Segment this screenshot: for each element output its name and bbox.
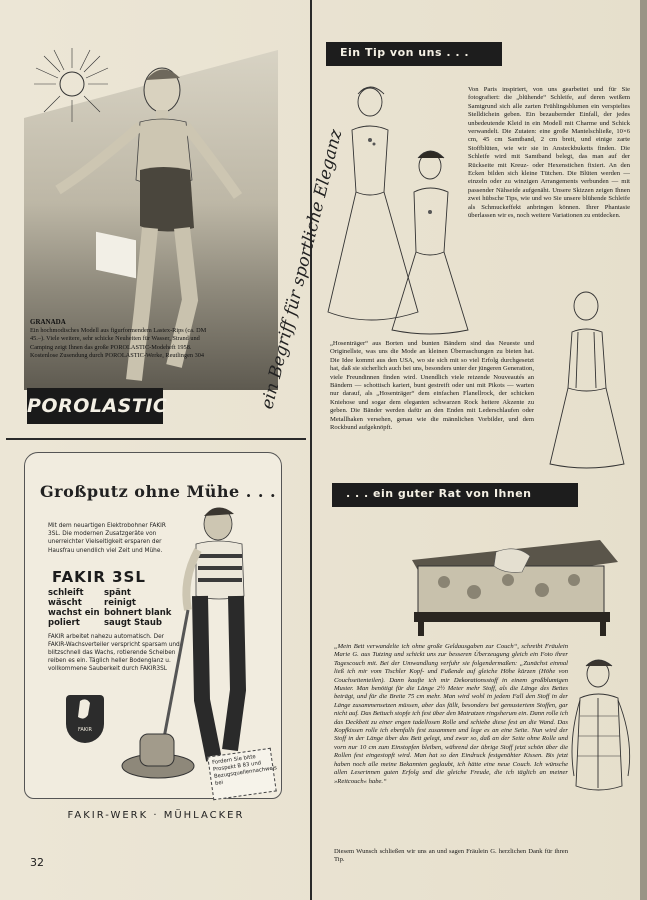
feature-item: saugt Staub [104,618,163,628]
rat-closing: Diesem Wunsch schließen wir uns an und sagen Fräulein G. herzlichen Dank für ihren Tip. [334,848,568,864]
genie-icon [66,695,104,725]
cardigan-sketch [564,656,640,810]
tip-paragraph-1: Von Paris inspiriert, von uns gearbeitet und für Sie fotografiert: die „blühende“ Schleife, auf deren weißem Samtgrund sich alle zarten Frühlingsblumen ein verspieltes Stelldichein geben. Ein bezaubernder Einfall, der jedes unbedeutende Kleid in ein Modell mit Charme und Schick verwandelt. Die Zutaten: eine große Mantelschließe, 10×6 cm, 45 cm Samtband, 2 cm breit, und einige zarte Stoffblüten, wie wir sie in Ansteckbuketts finden. Die Schleife wird mit Samtband belegt, das man auf der Rückseite mit Kreuz- oder Hexenstichen fixiert. An den Ecken bilden sich kleine Tütchen. Die Blüten werden — einzeln oder zu winzigen Arrangements verbunden — mit passender Nähseide aufgenäht. Unsere Skizzen zeigen Ihnen zwei hübsche Tips, wie und wo Sie unsere blühende Schleife als Schmuckeffekt anbringen können. Ihrer Phantasie überlassen wir es, noch weitere Variationen zu entdecken. [468,86,630,220]
porolastic-description: Ein hochmodisches Modell aus figurformendem Lastex-Rips (ca. DM 45.–). Viele weitere, sehr schicke Neuheiten für Wasser, Strand und Camping zeigt Ihnen das große POROLASTIC-Modeheft 1958. Kostenlose Zusendung durch POROLASTIC-Werke, Reutlingen 304 [30,326,207,360]
page-edge [640,0,647,900]
ad-divider [6,438,306,440]
suspender-skirt-sketch [536,288,636,470]
feature-item: poliert [48,618,80,628]
porolastic-logo[interactable]: POROLASTIC [27,388,163,424]
rat-heading: . . . ein guter Rat von Ihnen [332,483,578,507]
feature-item: wäscht [48,598,82,608]
feature-item: schleift [48,588,84,598]
feature-item: wachst ein [48,608,100,618]
rat-paragraph: „Mein Bett verwandelte ich ohne große Geldausgaben zur Couch“, schreibt Fräulein Marie G. aus Tutzing und schickt uns zur besseren Überzeugung gleich ein Foto ihrer Tagescouch mit. Bei der Umwandlung verfuhr sie folgendermaßen: „Zunächst einmal ließ ich mir vom Tischler Kopf- und Fußende auf gleiche Höhe kürzen (Höhe von Couchseitenteilen). Dann kaufte ich mir Dekorationsstoff in einem großblumigen Muster. Man benötigt für die Länge 2½ Meter mehr Stoff, als die Länge des Bettes beträgt, und für die Breite 75 cm mehr. Man wird wohl in jedem Fall den Stoff in der Länge zusammensetzen müssen, aber das fällt, besonders bei gemustertem Stoffen, gar nicht auf. Das Bettuch stopfe ich fest über den Matratzen ringsherum ein. Dann rolle ich das Deckbett zu einer engen tadellosen Rolle und schiebe diese fest an die Wand. Das Kopfkissen rolle ich ebenfalls fest zusammen und lege es an eine Seite. Nun wird der Stoff in der Länge über das Bett gelegt, und zwar so, daß an der Seite ohne Rolle und vorn nur 10 cm zum Einstopfen bleiben, während der übrige Stoff jetzt schön über die Rollen fest eingestopft wird. Man hat so den Eindruck festgenähter Kissen. Bis jetzt haben noch alle meine Bekannten geglaubt, ich hätte eine neue Couch. Ich wünsche allen Leserinnen guten Erfolg und die gleiche Freude, die ich täglich an meiner »Reitcouch« habe.“ [334,643,568,785]
feature-item: reinigt [104,598,136,608]
fakir-model: FAKIR 3SL [52,568,146,586]
fakir-shield-logo [66,695,104,743]
fakir-features-left [48,588,100,628]
feature-item: spänt [104,588,131,598]
page-number: 32 [30,856,44,869]
model-name: GRANADA [30,318,66,326]
fakir-shield-label: FAKIR [77,727,93,733]
fakir-headline: Großputz ohne Mühe . . . [40,482,277,501]
fakir-footer: FAKIR-WERK · MÜHLACKER [67,810,245,821]
fakir-description: FAKIR arbeitet nahezu automatisch. Der FAKIR-Wachsverteiler verspricht sparsam und blitzschnell das Wachs, rotierende Scheiben reiben es ein. Täglich heller Bodenglanz u. vollkommene Sauberkeit durch FAKIR3SL [48,634,180,673]
svg-text:ein Begriff für sportliche Ele: ein Begriff für sportliche Eleganz [257,127,347,412]
tip-paragraph-2: „Hosenträger“ aus Borten und bunten Bändern sind das Neueste und Originellste, was uns die Mode an kleinen Überraschungen zu bieten hat. Die Idee kommt aus den USA, wo sie sich mit so viel Erfolg durchgesetzt hat, daß sie sicherlich auch bei uns, besonders unter der jüngeren Generation, viele Freundinnen finden wird. Unendlich viele reizende Nouveautés an Bändern — schottisch kariert, bunt gestreift oder uni mit Pikots — warten nur darauf, als „Hosenträger“ dem einfachen Flanellrock, der schicken Kniehose und sogar dem eleganten schwarzen Rock heitere Akzente zu geben. Die Bänder werden dafür an den Enden mit Lederschlaufen oder Metallhaken versehen, genau wie die männlichen Vorbilder, und dem Rockbund aufgeknöpft. [330,340,534,432]
fakir-order-note: Fordern Sie bitte Prospekt B 83 und Bezugsquellennachweis bei [207,748,277,800]
couch-photo [404,526,620,650]
column-divider [310,0,312,900]
porolastic-copy [30,318,220,361]
tip-heading: Ein Tip von uns . . . [326,42,502,66]
fakir-intro: Mit dem neuartigen Elektrobohner FAKIR 3SL. Die modernen Zusatzgeräte von unerreichter Vielseitigkeit ersparen der Hausfrau unendlich viel Zeit und Mühe. [48,523,166,554]
dress-sketch-illustration [322,82,472,332]
porolastic-slogan [232,60,347,420]
feature-item: bohnert blank [104,608,172,618]
